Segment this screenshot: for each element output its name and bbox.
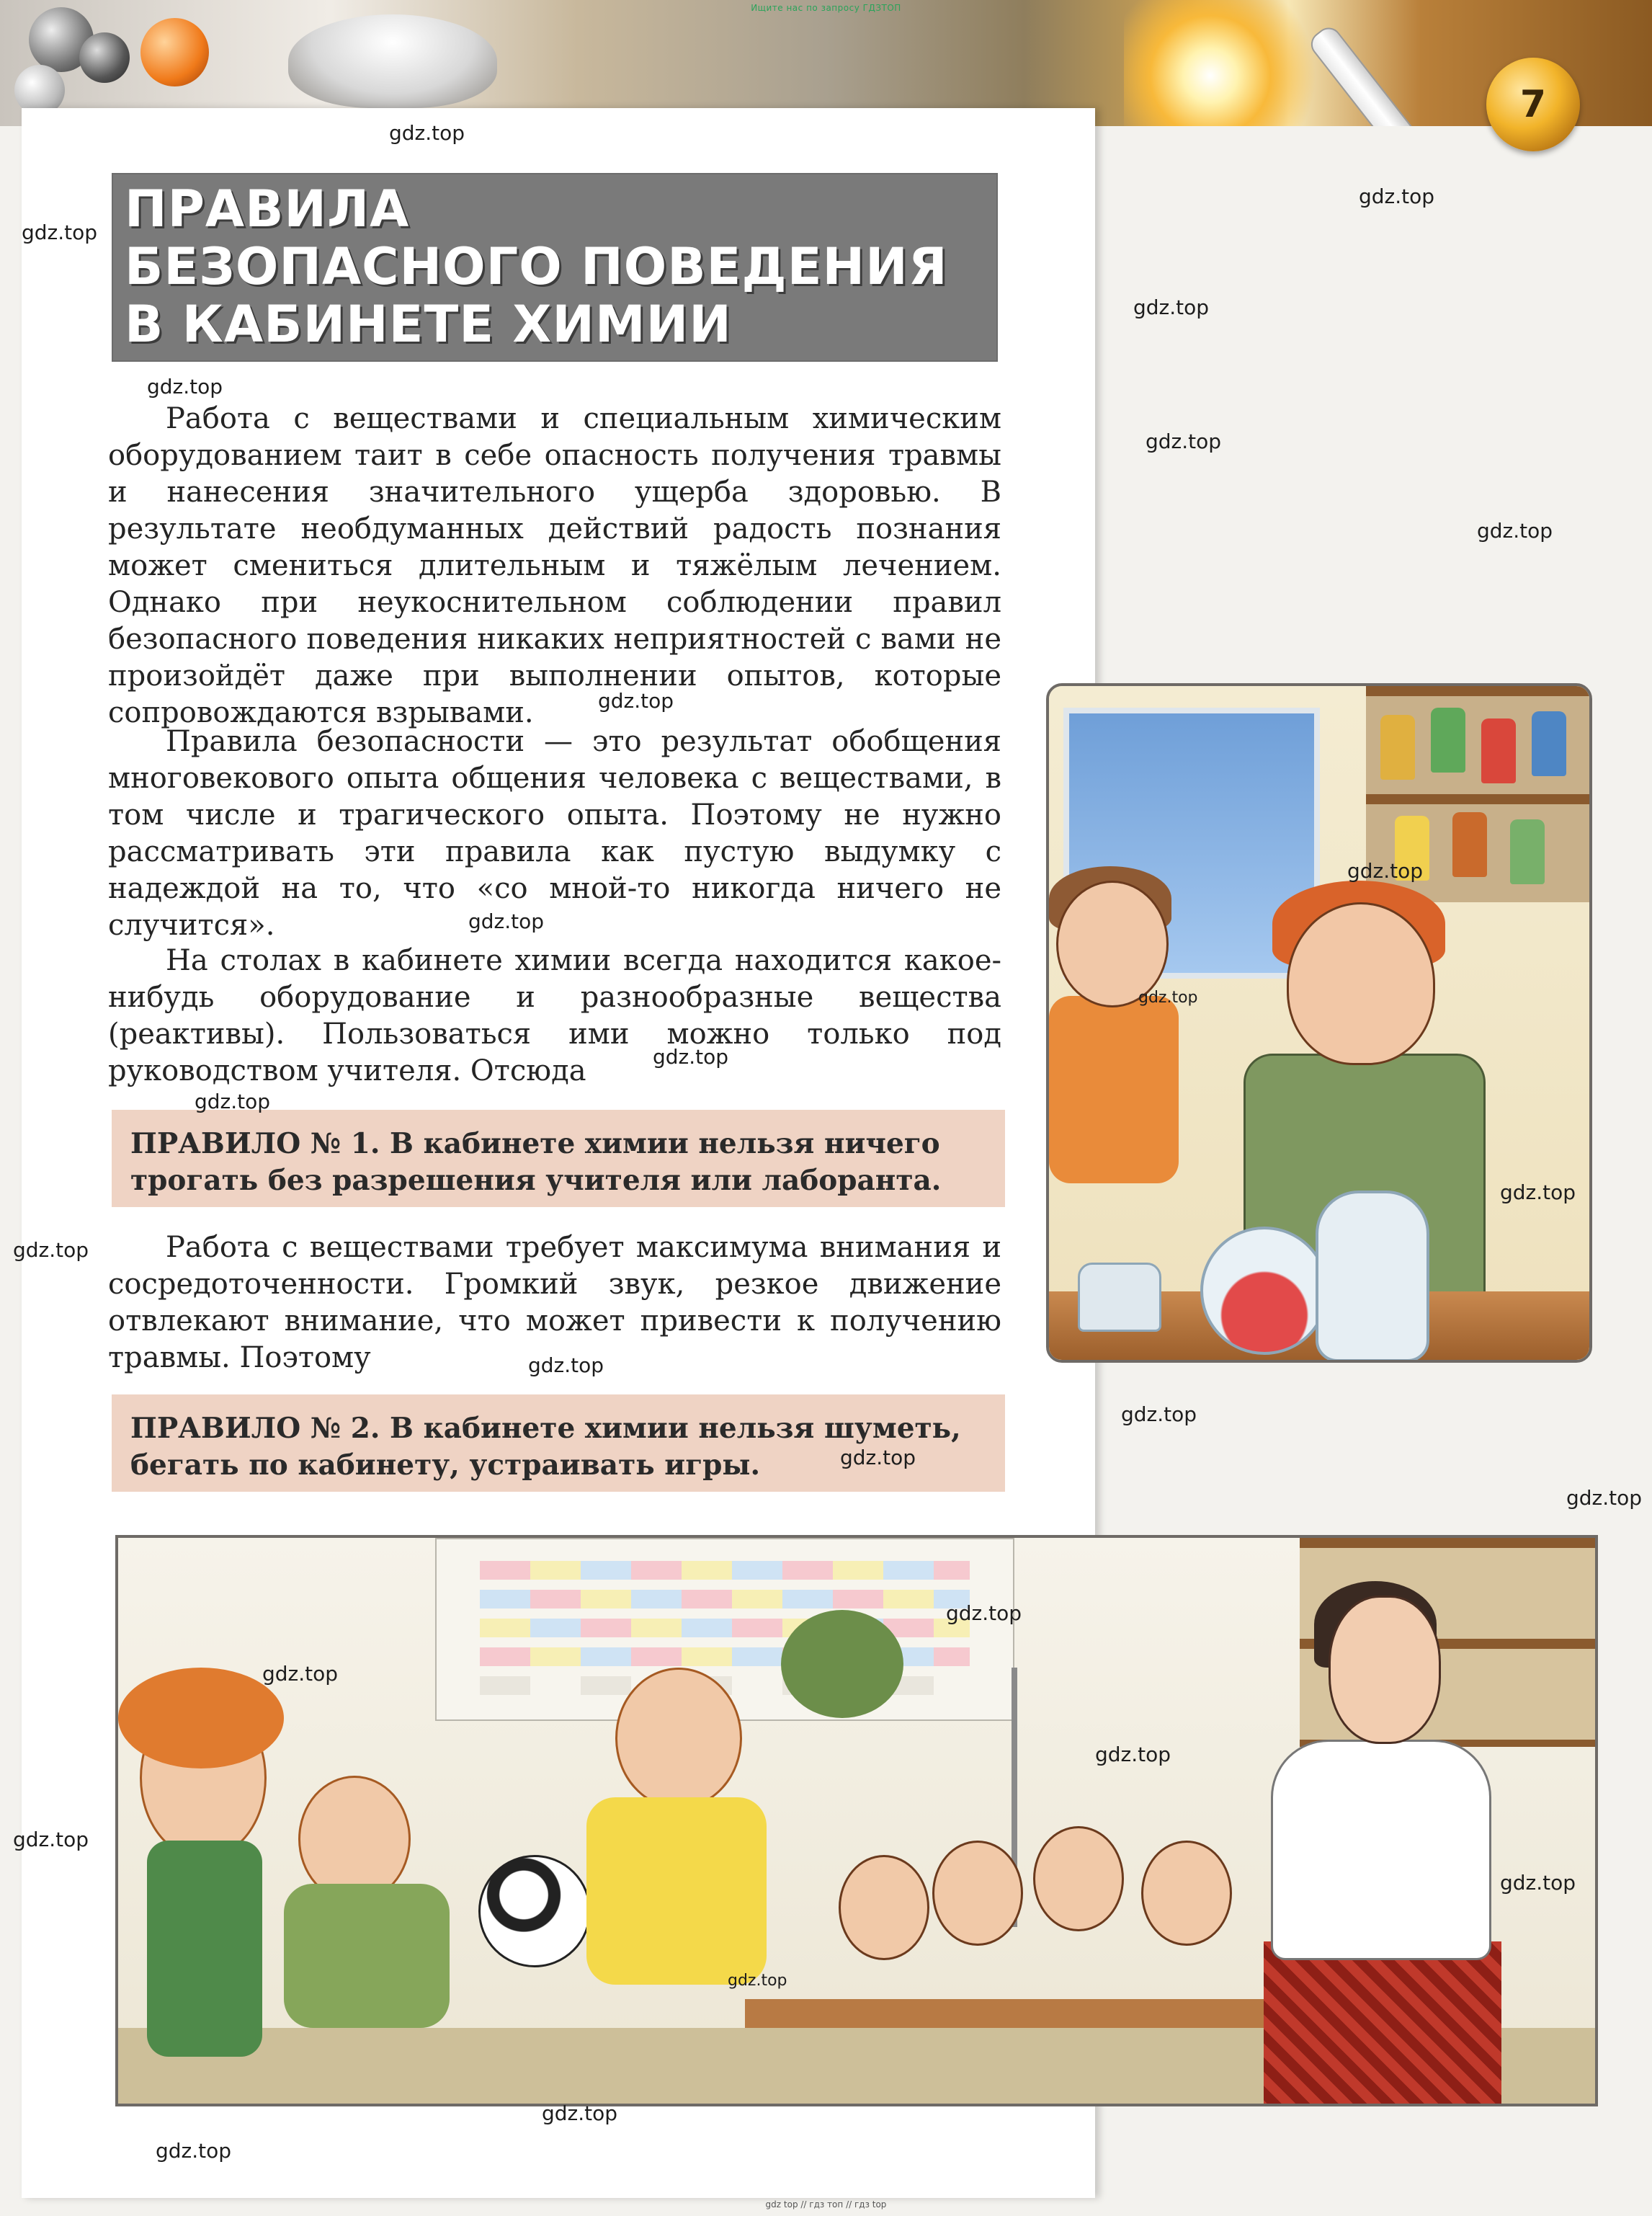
- watermark-text: gdz.top: [528, 1353, 604, 1377]
- flask-image: [1200, 1227, 1329, 1355]
- footer-note: gdz top // гдз топ // гдз top: [765, 2199, 887, 2210]
- watermark-text: gdz.top: [946, 1601, 1022, 1625]
- paragraph-text: На столах в кабинете химии всегда находится какое-нибудь оборудование и разнообразные вещества (реактивы). Пользоваться ими можно только под руководством учителя. Отсюда: [108, 944, 1001, 1087]
- boy-shirt-image: [284, 1884, 450, 2028]
- paragraph-text: Правила безопасности — это результат обобщения многовекового опыта общения человека с веществами, в том числе и трагического опыта. Поэтому не нужно рассматривать эти правила как пустую выдумку с надеждой на то, что «со мной-то никогда ничего не случится».: [108, 725, 1001, 942]
- title-line: В КАБИНЕТЕ ХИМИИ: [125, 295, 732, 354]
- watermark-text: gdz.top: [1477, 519, 1553, 543]
- second-boy-figure: [1049, 881, 1186, 1183]
- classroom-illustration: [115, 1535, 1598, 2106]
- watermark-text: gdz.top: [1138, 989, 1198, 1007]
- watermark-text: gdz.top: [840, 1446, 916, 1469]
- title-line: ПРАВИЛА: [125, 179, 410, 239]
- molecule-model-image: [140, 18, 209, 86]
- yellow-shirt-image: [586, 1797, 767, 1985]
- flame-flash-image: [1124, 0, 1340, 126]
- teacher-figure: [1242, 1581, 1545, 2106]
- watermark-text: gdz.top: [728, 1972, 787, 1990]
- paragraph-safety-rules: [108, 724, 1001, 944]
- paragraph-equipment: [108, 943, 1001, 1090]
- watermark-text: gdz.top: [1146, 430, 1222, 453]
- watermark-text: gdz.top: [1121, 1402, 1197, 1426]
- watermark-text: gdz.top: [13, 1828, 89, 1851]
- paragraph-text: Работа с веществами и специальным химическим оборудованием таит в себе опасность получения травмы и нанесения значительного ущерба здоровью. В результате необдуманных действий радость познания может смениться длительным и тяжёлым лечением. Однако при неукоснительном соблюдении правил безопасного поведения никаких неприятностей с вами не произойдёт даже при выполнении опытов, которые сопровождаются взрывами.: [108, 402, 1001, 729]
- watermark-text: gdz.top: [468, 909, 545, 933]
- jumping-boy-figure: [615, 1668, 742, 1809]
- pupil-figure: [932, 1841, 1023, 1946]
- section-title: [125, 180, 989, 353]
- watermark-text: gdz.top: [1500, 1871, 1576, 1895]
- watermark-text: gdz.top: [195, 1090, 271, 1113]
- watermark-text: gdz.top: [598, 689, 674, 713]
- watermark-text: gdz.top: [156, 2139, 232, 2163]
- pupil-figure: [839, 1855, 929, 1960]
- pupil-figure: [1033, 1826, 1124, 1931]
- watermark-text: gdz.top: [1359, 184, 1435, 208]
- boy-with-flask-illustration: [1046, 683, 1592, 1363]
- watermark-text: gdz.top: [262, 1662, 339, 1686]
- rule-1-box: ПРАВИЛО № 1. В кабинете химии нельзя ничего трогать без разрешения учителя или лаборанта.: [112, 1110, 1005, 1207]
- soccer-ball-image: [478, 1855, 591, 1967]
- paragraph-text: Работа с веществами требует максимума внимания и сосредоточенности. Громкий звук, резкое движение отвлекают внимание, что может привести к получению травмы. Поэтому: [108, 1231, 1001, 1374]
- pupil-figure: [1141, 1841, 1232, 1946]
- page-number-badge: 7: [1486, 58, 1580, 151]
- girl-hair-image: [118, 1668, 284, 1768]
- watermark-text: gdz.top: [1347, 859, 1424, 883]
- backpack-image: [781, 1610, 903, 1718]
- watermark-text: gdz.top: [147, 375, 223, 399]
- watermark-text: gdz.top: [653, 1045, 729, 1069]
- title-line: БЕЗОПАСНОГО ПОВЕДЕНИЯ: [125, 237, 948, 296]
- header-banner: [0, 0, 1652, 126]
- spirit-lamp-image: [1078, 1263, 1161, 1332]
- watermark-text: gdz.top: [13, 1238, 89, 1262]
- paragraph-intro: [108, 401, 1001, 731]
- rule-2-box: ПРАВИЛО № 2. В кабинете химии нельзя шуметь, бегать по кабинету, устраивать игры.: [112, 1394, 1005, 1492]
- watermark-text: gdz.top: [1095, 1743, 1171, 1766]
- watermark-text: gdz.top: [22, 221, 98, 244]
- classroom-desk-image: [745, 1999, 1307, 2028]
- watermark-text: gdz.top: [1566, 1486, 1643, 1510]
- watermark-text: gdz.top: [542, 2101, 618, 2125]
- watermark-text: gdz.top: [389, 121, 465, 145]
- top-note: Ищите нас по запросу ГДЗТОП: [751, 3, 901, 13]
- section-title-box: [112, 173, 998, 362]
- girl-dress-image: [147, 1841, 262, 2057]
- bowl-image: [288, 14, 497, 108]
- watermark-text: gdz.top: [1133, 295, 1210, 319]
- glass-apparatus-image: [1316, 1191, 1429, 1362]
- molecule-model-image: [79, 32, 130, 83]
- watermark-text: gdz.top: [1500, 1180, 1576, 1204]
